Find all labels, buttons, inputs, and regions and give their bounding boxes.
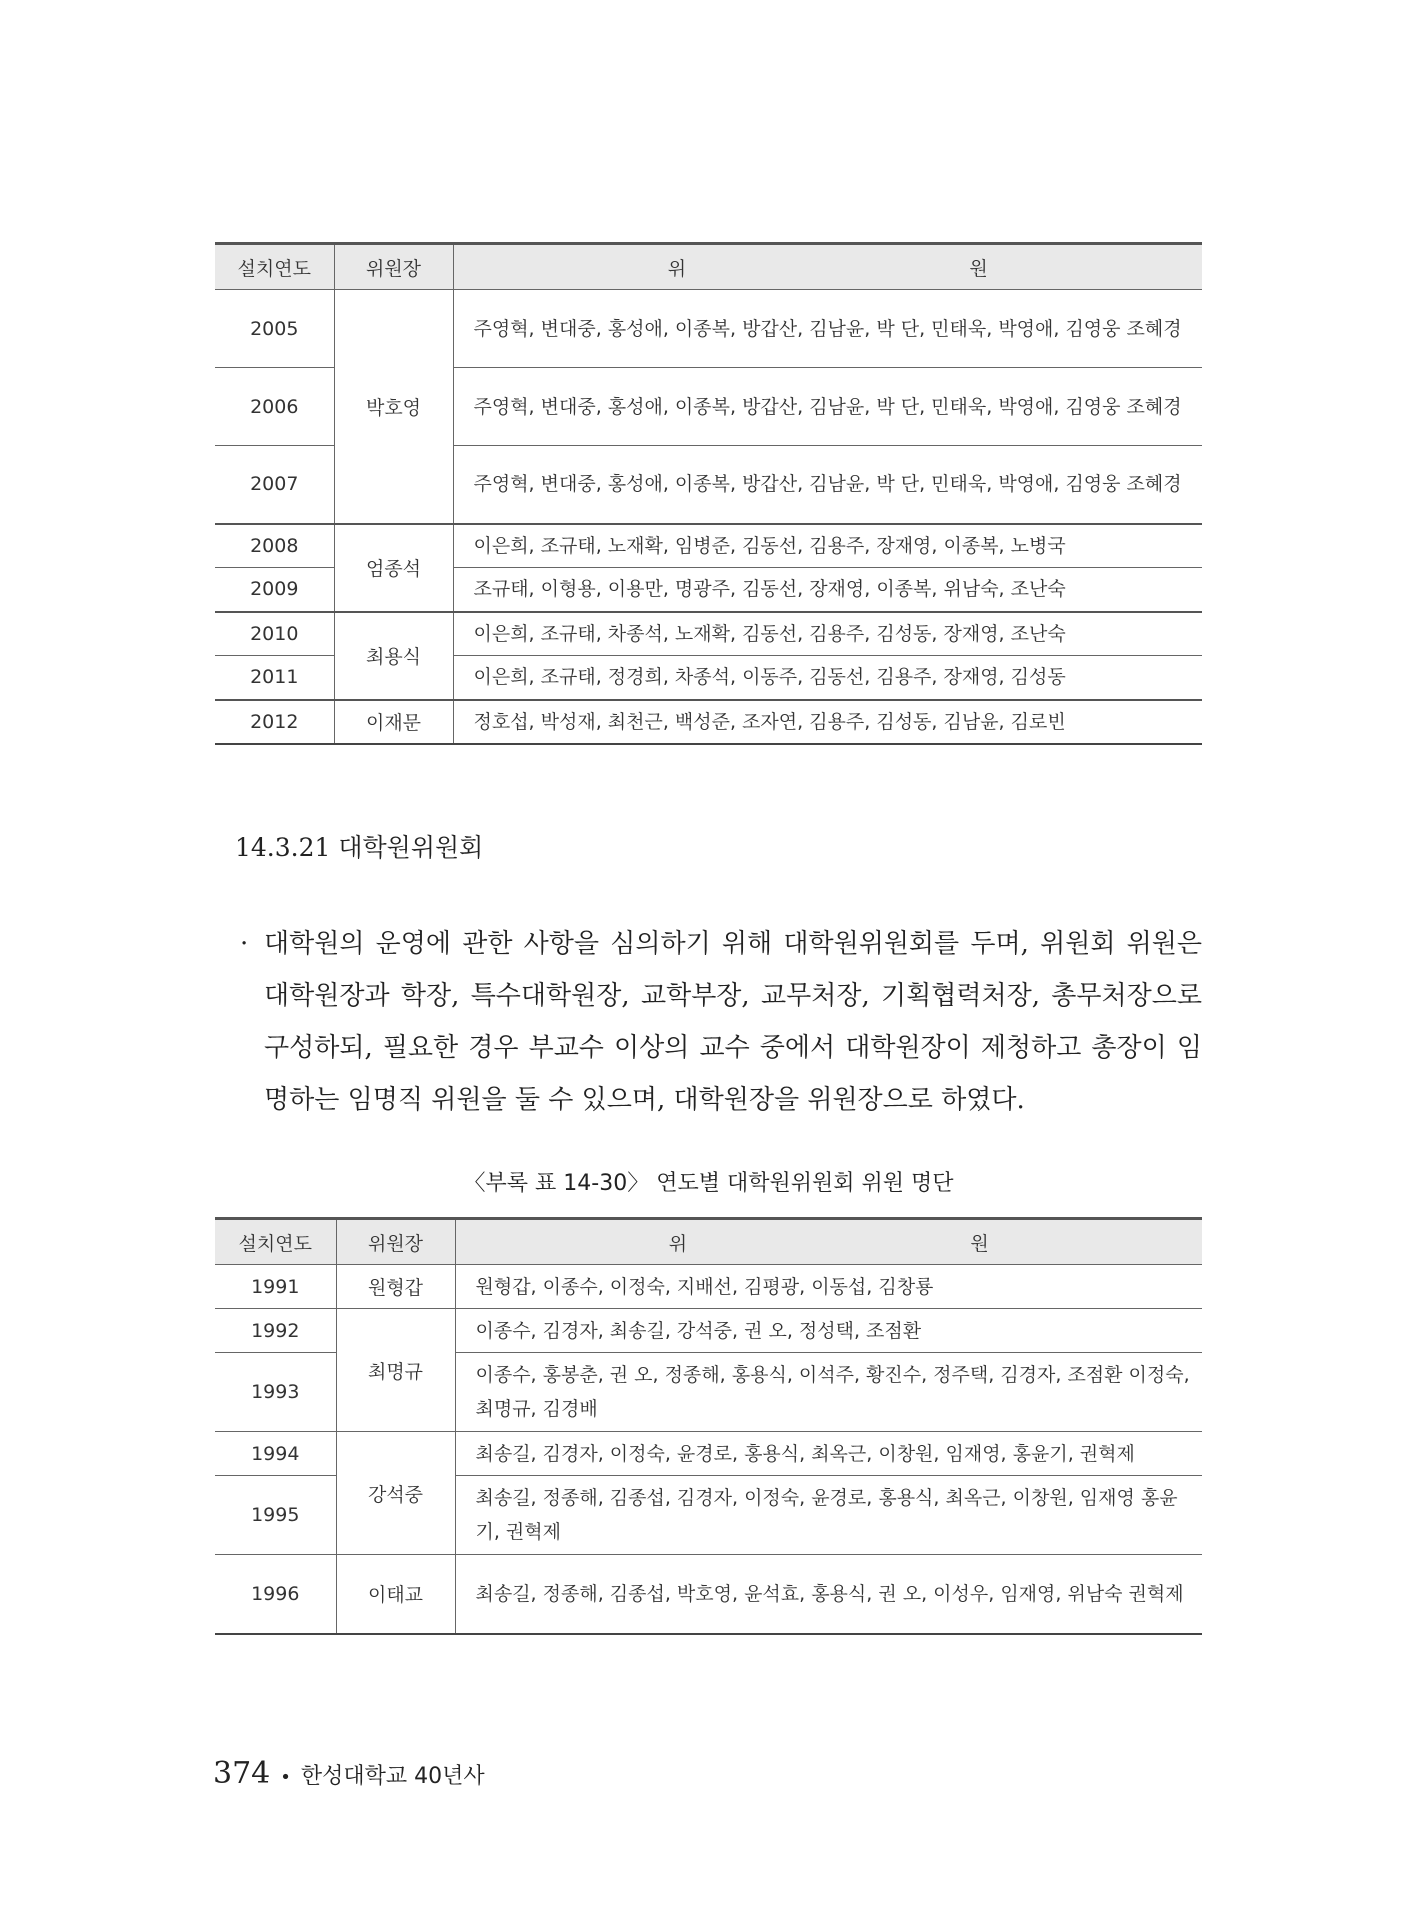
header-chair: 위원장 xyxy=(334,244,453,290)
book-title: 한성대학교 40년사 xyxy=(300,1764,485,1789)
table-row xyxy=(215,1265,1202,1309)
cell-year: 2007 xyxy=(215,446,334,524)
cell-year: 1992 xyxy=(215,1309,336,1353)
header-year: 설치연도 xyxy=(215,244,334,290)
cell-chair: 박호영 xyxy=(334,290,453,524)
cell-members: 이종수, 김경자, 최송길, 강석중, 권 오, 정성택, 조점환 xyxy=(455,1309,1202,1353)
table-row xyxy=(215,1432,1202,1476)
bullet-marker: · xyxy=(240,929,249,959)
cell-year: 2006 xyxy=(215,368,334,446)
table-header-row xyxy=(215,1219,1202,1265)
table-row xyxy=(215,1309,1202,1353)
committee-roster-table-2005-2012 xyxy=(215,242,1202,745)
cell-year: 2011 xyxy=(215,656,334,700)
cell-year: 1993 xyxy=(215,1353,336,1432)
cell-year: 2009 xyxy=(215,568,334,612)
footer-separator: • xyxy=(280,1767,291,1788)
cell-members: 이은희, 조규태, 정경희, 차종석, 이동주, 김동선, 김용주, 장재영, 김성동 xyxy=(453,656,1202,700)
cell-members: 주영혁, 변대중, 홍성애, 이종복, 방갑산, 김남윤, 박 단, 민태욱, 박영애, 김영웅 조혜경 xyxy=(453,446,1202,524)
header-members: 위 원 xyxy=(453,244,1202,290)
table-caption: 〈부록 표 14-30〉 연도별 대학원위원회 위원 명단 xyxy=(463,1171,954,1196)
cell-members: 주영혁, 변대중, 홍성애, 이종복, 방갑산, 김남윤, 박 단, 민태욱, 박영애, 김영웅 조혜경 xyxy=(453,368,1202,446)
cell-year: 2010 xyxy=(215,612,334,656)
cell-chair: 엄종석 xyxy=(334,524,453,612)
cell-chair: 이재문 xyxy=(334,700,453,744)
cell-chair: 이태교 xyxy=(336,1555,455,1634)
cell-members: 최송길, 김경자, 이정숙, 윤경로, 홍용식, 최옥근, 이창원, 임재영, 홍윤기, 권혁제 xyxy=(455,1432,1202,1476)
cell-members: 정호섭, 박성재, 최천근, 백성준, 조자연, 김용주, 김성동, 김남윤, 김로빈 xyxy=(453,700,1202,744)
cell-chair: 최용식 xyxy=(334,612,453,700)
header-chair: 위원장 xyxy=(336,1219,455,1265)
header-members: 위 원 xyxy=(455,1219,1202,1265)
table-row xyxy=(215,612,1202,656)
table-header-row xyxy=(215,244,1202,290)
cell-chair: 최명규 xyxy=(336,1309,455,1432)
cell-members: 이은희, 조규태, 노재확, 임병준, 김동선, 김용주, 장재영, 이종복, 노병국 xyxy=(453,524,1202,568)
body-paragraph xyxy=(240,918,1202,1126)
cell-chair: 원형갑 xyxy=(336,1265,455,1309)
page-number: 374 xyxy=(213,1756,271,1791)
cell-members: 최송길, 정종해, 김종섭, 박호영, 윤석효, 홍용식, 권 오, 이성우, 임재영, 위남숙 권혁제 xyxy=(455,1555,1202,1634)
cell-members: 이은희, 조규태, 차종석, 노재확, 김동선, 김용주, 김성동, 장재영, 조난숙 xyxy=(453,612,1202,656)
cell-members: 원형갑, 이종수, 이정숙, 지배선, 김평광, 이동섭, 김창룡 xyxy=(455,1265,1202,1309)
cell-year: 2008 xyxy=(215,524,334,568)
header-year: 설치연도 xyxy=(215,1219,336,1265)
cell-members: 주영혁, 변대중, 홍성애, 이종복, 방갑산, 김남윤, 박 단, 민태욱, 박영애, 김영웅 조혜경 xyxy=(453,290,1202,368)
cell-year: 2012 xyxy=(215,700,334,744)
cell-members: 이종수, 홍봉춘, 권 오, 정종해, 홍용식, 이석주, 황진수, 정주택, 김경자, 조점환 이정숙, 최명규, 김경배 xyxy=(455,1353,1202,1432)
cell-year: 1994 xyxy=(215,1432,336,1476)
cell-chair: 강석중 xyxy=(336,1432,455,1555)
cell-year: 1991 xyxy=(215,1265,336,1309)
table-row xyxy=(215,1555,1202,1634)
table-row xyxy=(215,524,1202,568)
cell-members: 최송길, 정종해, 김종섭, 김경자, 이정숙, 윤경로, 홍용식, 최옥근, 이창원, 임재영 홍윤기, 권혁제 xyxy=(455,1476,1202,1555)
page-footer xyxy=(213,1756,485,1791)
table-row xyxy=(215,700,1202,744)
cell-year: 2005 xyxy=(215,290,334,368)
cell-year: 1996 xyxy=(215,1555,336,1634)
cell-year: 1995 xyxy=(215,1476,336,1555)
cell-members: 조규태, 이형용, 이용만, 명광주, 김동선, 장재영, 이종복, 위남숙, 조난숙 xyxy=(453,568,1202,612)
graduate-committee-roster-table xyxy=(215,1217,1202,1635)
table-row xyxy=(215,290,1202,368)
paragraph-text: 대학원의 운영에 관한 사항을 심의하기 위해 대학원위원회를 두며, 위원회 위원은 대학원장과 학장, 특수대학원장, 교학부장, 교무처장, 기획협력처장, 총무처장으로 구성하되, 필요한 경우 부교수 이상의 교수 중에서 대학원장이 제청하고 총장이 임명하는 임명직 위원을 둘 수 있으며, 대학원장을 위원장으로 하였다. xyxy=(264,929,1202,1115)
section-heading: 14.3.21 대학원위원회 xyxy=(235,833,484,862)
